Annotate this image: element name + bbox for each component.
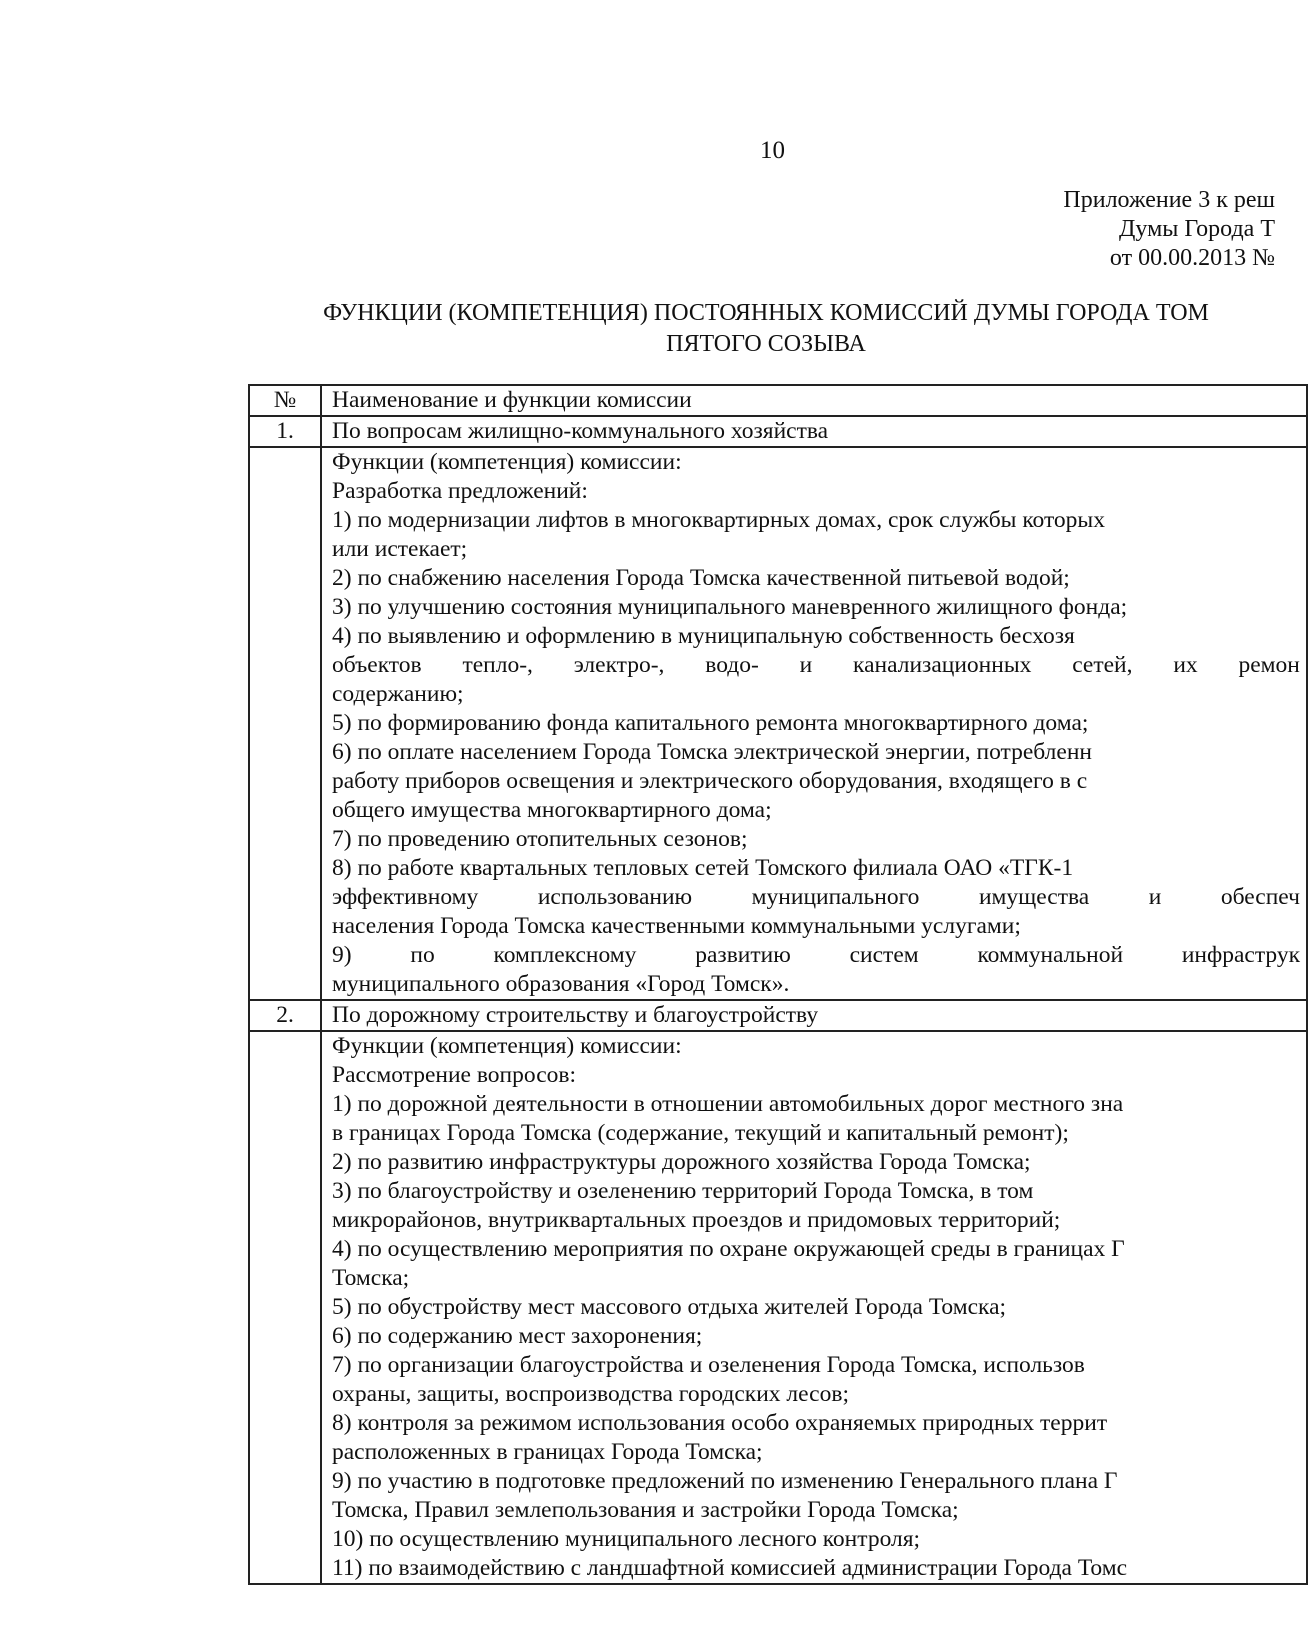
word: 9)	[332, 942, 352, 968]
word: объектов	[332, 652, 422, 678]
section-number: 2.	[249, 1000, 321, 1031]
text-line: 3) по улучшению состояния муниципального маневренного жилищного фонда;	[332, 594, 1128, 620]
word: тепло-,	[462, 652, 533, 678]
text-line: или истекает;	[332, 536, 468, 562]
text-line: 2) по развитию инфраструктуры дорожного хозяйства Города Томска;	[332, 1149, 1031, 1175]
word: и	[1148, 884, 1162, 910]
word: использованию	[537, 884, 693, 910]
text-line: 8) контроля за режимом использования особо охраняемых природных террит	[332, 1410, 1108, 1436]
text-line: 6) по оплате населением Города Томска электрической энергии, потребленн	[332, 739, 1092, 765]
appendix-note	[900, 186, 1275, 273]
text-line: охраны, защиты, воспроизводства городских лесов;	[332, 1381, 849, 1407]
text-line: 8) по работе квартальных тепловых сетей Томского филиала ОАО «ТГК-1	[332, 855, 1074, 881]
page-number: 10	[760, 137, 785, 164]
text-line: работу приборов освещения и электрического оборудования, входящего в с	[332, 768, 1088, 794]
word: имущества	[978, 884, 1090, 910]
text-line: 1) по дорожной деятельности в отношении автомобильных дорог местного зна	[332, 1091, 1124, 1117]
word: электро-,	[573, 652, 665, 678]
text-line: Функции (компетенция) комиссии:	[332, 1033, 682, 1059]
word: канализационных	[853, 652, 1032, 678]
section-name: По вопросам жилищно-коммунального хозяйства	[321, 416, 1307, 447]
word: обеспеч	[1220, 884, 1300, 910]
text-line: общего имущества многоквартирного дома;	[332, 797, 772, 823]
word: развитию	[695, 942, 791, 968]
section-name: По дорожному строительству и благоустройству	[321, 1000, 1307, 1031]
word: инфраструк	[1181, 942, 1300, 968]
word: и	[799, 652, 813, 678]
appendix-line: Думы Города Т	[1119, 216, 1275, 242]
text-line: 7) по организации благоустройства и озеленения Города Томска, использов	[332, 1352, 1085, 1378]
text-line: 4) по осуществлению мероприятия по охране окружающей среды в границах Г	[332, 1236, 1125, 1262]
header-name: Наименование и функции комиссии	[321, 385, 1307, 416]
text-line: 3) по благоустройству и озеленению территорий Города Томска, в том	[332, 1178, 1034, 1204]
document-title	[246, 298, 1286, 360]
text-line	[332, 941, 1300, 970]
section-body	[321, 1031, 1307, 1584]
text-line: 5) по формированию фонда капитального ремонта многоквартирного дома;	[332, 710, 1089, 736]
text-line: 6) по содержанию мест захоронения;	[332, 1323, 703, 1349]
section-body-row	[249, 1031, 1307, 1584]
word: систем	[849, 942, 919, 968]
word: эффективному	[332, 884, 479, 910]
word: по	[410, 942, 435, 968]
text-line: Томска;	[332, 1265, 410, 1291]
title-line: ПЯТОГО СОЗЫВА	[666, 331, 866, 357]
text-line: 10) по осуществлению муниципального лесного контроля;	[332, 1526, 921, 1552]
section-number: 1.	[249, 416, 321, 447]
section-title-row	[249, 1000, 1307, 1031]
text-line: 2) по снабжению населения Города Томска качественной питьевой водой;	[332, 565, 1070, 591]
text-line: 11) по взаимодействию с ландшафтной комиссией администрации Города Томс	[332, 1555, 1128, 1581]
word: сетей,	[1072, 652, 1133, 678]
text-line: 7) по проведению отопительных сезонов;	[332, 826, 748, 852]
empty-cell	[249, 1031, 321, 1584]
text-line: Разработка предложений:	[332, 478, 588, 504]
section-body	[321, 447, 1307, 1000]
text-line: 4) по выявлению и оформлению в муниципальную собственность бесхозя	[332, 623, 1075, 649]
text-line: содержанию;	[332, 681, 464, 707]
word: ремон	[1238, 652, 1300, 678]
appendix-line: Приложение 3 к реш	[1063, 187, 1275, 213]
text-line: Рассмотрение вопросов:	[332, 1062, 577, 1088]
word: их	[1173, 652, 1198, 678]
section-body-row	[249, 447, 1307, 1000]
text-line: населения Города Томска качественными коммунальными услугами;	[332, 913, 1021, 939]
word: муниципального	[751, 884, 920, 910]
word: коммунальной	[977, 942, 1124, 968]
text-line: муниципального образования «Город Томск».	[332, 971, 790, 997]
header-number: №	[249, 385, 321, 416]
title-line: ФУНКЦИИ (КОМПЕТЕНЦИЯ) ПОСТОЯННЫХ КОМИССИЙ ДУМЫ ГОРОДА ТОМ	[323, 300, 1209, 326]
text-line: 5) по обустройству мест массового отдыха жителей Города Томска;	[332, 1294, 1007, 1320]
word: комплексному	[493, 942, 637, 968]
appendix-line: от 00.00.2013 №	[1109, 245, 1275, 271]
section-title-row	[249, 416, 1307, 447]
table-header-row	[249, 385, 1307, 416]
text-line: 9) по участию в подготовке предложений по изменению Генерального плана Г	[332, 1468, 1118, 1494]
text-line: Функции (компетенция) комиссии:	[332, 449, 682, 475]
text-line: 1) по модернизации лифтов в многоквартирных домах, срок службы которых	[332, 507, 1105, 533]
text-line	[332, 651, 1300, 680]
text-line: расположенных в границах Города Томска;	[332, 1439, 763, 1465]
empty-cell	[249, 447, 321, 1000]
text-line: микрорайонов, внутриквартальных проездов и придомовых территорий;	[332, 1207, 1061, 1233]
text-line	[332, 883, 1300, 912]
text-line: Томска, Правил землепользования и застройки Города Томска;	[332, 1497, 959, 1523]
word: водо-	[705, 652, 759, 678]
commissions-table	[248, 384, 1308, 1585]
text-line: в границах Города Томска (содержание, текущий и капитальный ремонт);	[332, 1120, 1069, 1146]
